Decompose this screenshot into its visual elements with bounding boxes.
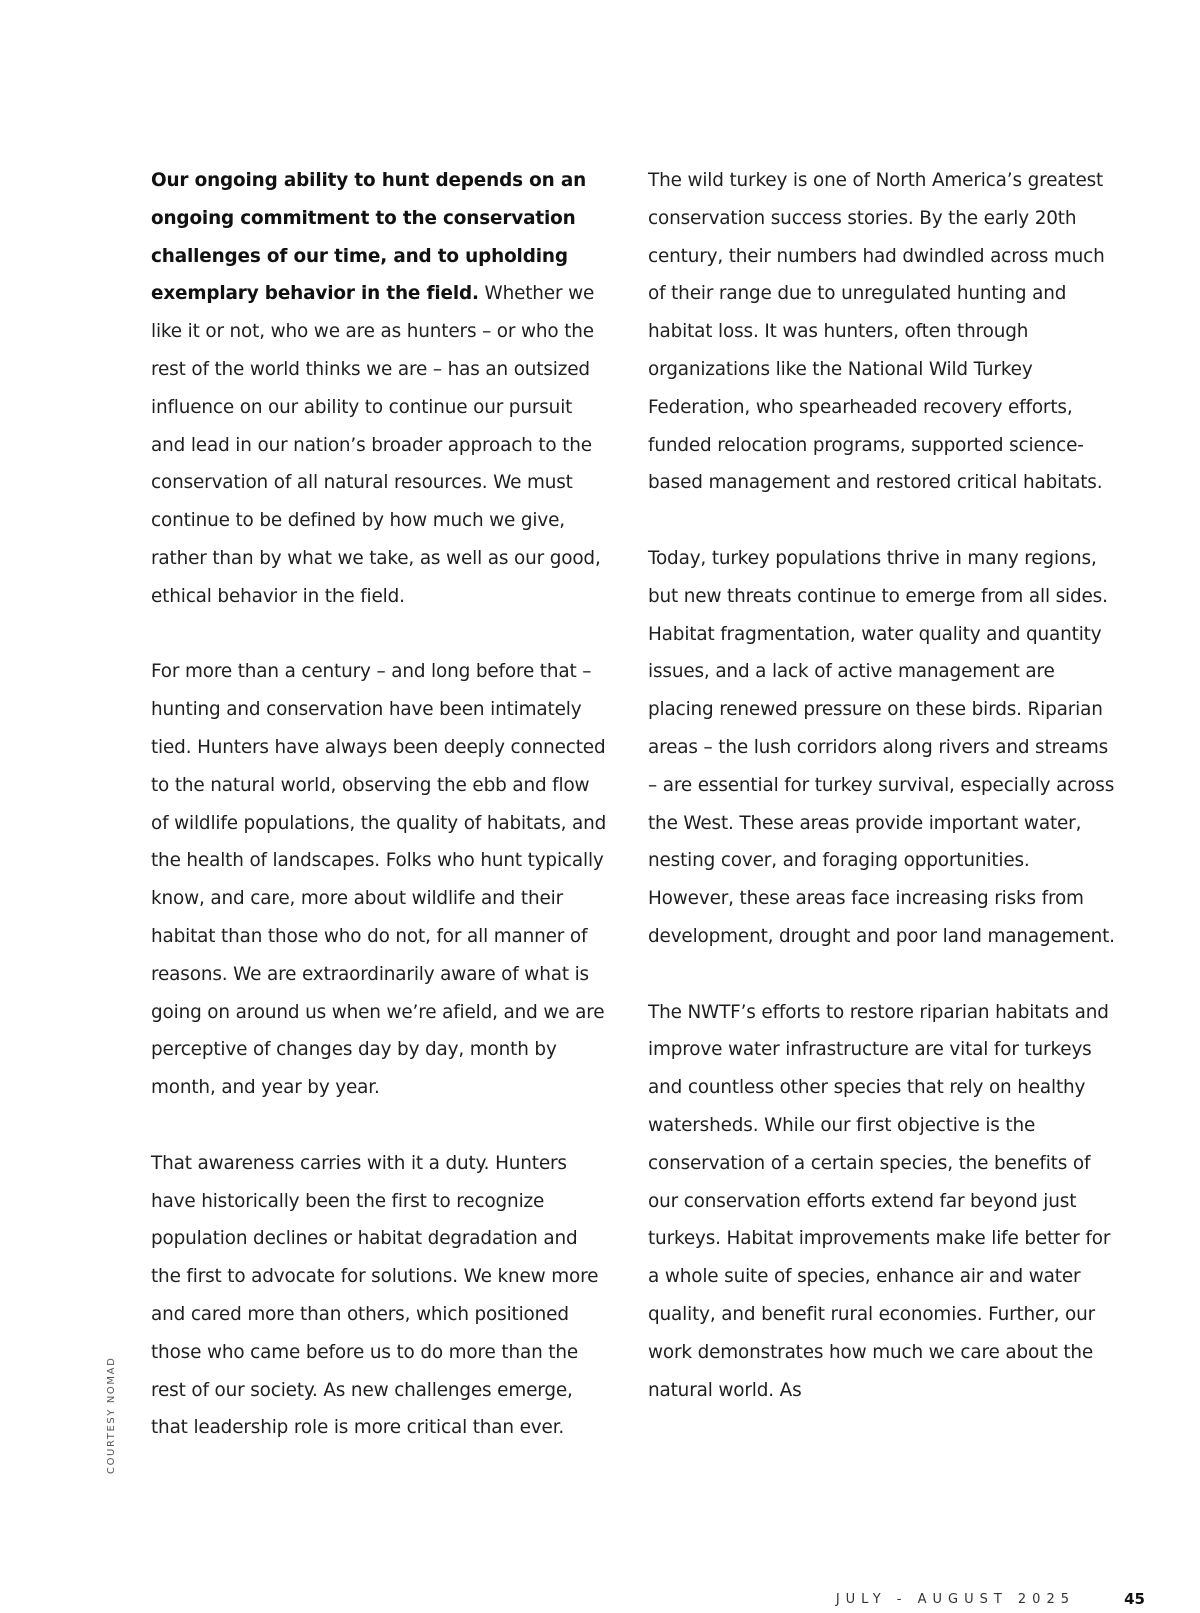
page-number: 45 [1124,1590,1145,1608]
right-paragraph-3: The NWTF’s efforts to restore riparian habitats and improve water infrastructure are vital for turkeys and countless other species that rely on healthy watersheds. While our first objective is the conservation of a certain species, the benefits of our conservation efforts extend far beyond just turkeys. Habitat improvements make life better for a whole suite of species, enhance air and water quality, and benefit rural economies. Further, our work demonstrates how much we care about the natural world. As [648,1001,1111,1401]
right-paragraph-1: The wild turkey is one of North America’s greatest conservation success stories. By the early 20th century, their numbers had dwindled across much of their range due to unregulated hunting and habitat loss. It was hunters, often through organizations like the National Wild Turkey Federation, who spearheaded recovery efforts, funded relocation programs, supported science-based management and restored critical habitats. [648,170,1105,494]
issue-date: JULY - AUGUST 2025 [835,1592,1075,1607]
left-paragraph-2: For more than a century – and long before that – hunting and conservation have been intimately tied. Hunters have always been deeply connected to the natural world, observing the ebb and flow of wildlife populations, the quality of habitats, and the health of landscapes. Folks who hunt typically know, and care, more about wildlife and their habitat than those who do not, for all manner of reasons. We are extraordinarily aware of what is going on around us when we’re afield, and we are perceptive of changes day by day, month by month, and year by year. [151,661,607,1099]
paragraph-body-text: Whether we like it or not, who we are as hunters – or who the rest of the world thinks we are – has an outsized influence on our ability to continue our pursuit and lead in our nation’s broader approach to the conservation of all natural resources. We must continue to be defined by how much we give, rather than by what we take, as well as our good, ethical behavior in the field. [151,283,601,607]
photo-credit: COURTESY NOMAD [106,1356,117,1474]
left-column [151,162,611,1447]
right-paragraph-2: Today, turkey populations thrive in many regions, but new threats continue to emerge from all sides. Habitat fragmentation, water quality and quantity issues, and a lack of active management are placing renewed pressure on these birds. Riparian areas – the lush corridors along rivers and streams – are essential for turkey survival, especially across the West. These areas provide important water, nesting cover, and foraging opportunities. However, these areas face increasing risks from development, drought and poor land management. [648,547,1115,947]
left-paragraph-1 [151,162,611,616]
left-paragraph-3: That awareness carries with it a duty. Hunters have historically been the first to recognize population declines or habitat degradation and the first to advocate for solutions. We knew more and cared more than others, which positioned those who came before us to do more than the rest of our society. As new challenges emerge, that leadership role is more critical than ever. [151,1152,599,1439]
right-column [648,162,1118,1409]
lead-in-bold-text: Our ongoing ability to hunt depends on an ongoing commitment to the conservation challenges of our time, and to upholding exemplary behavior in the field. [151,170,587,305]
